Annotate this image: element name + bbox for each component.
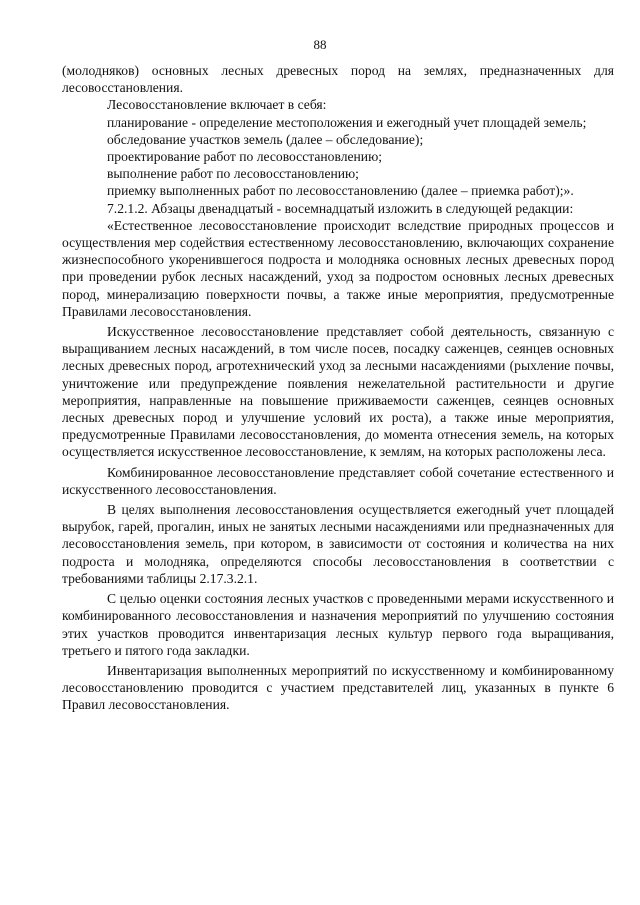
paragraph: Комбинированное лесовосстановление представляет собой сочетание естественного и искусственного лесовосстановления. <box>62 464 614 497</box>
list-item: приемку выполненных работ по лесовосстановлению (далее – приемка работ);». <box>107 183 574 199</box>
paragraph: Искусственное лесовосстановление представляет собой деятельность, связанную с выращиванием лесных насаждений, в том числе посев, посадку саженцев, сеянцев основных лесных древесных пород, агротехнический уход за лесными насаждениями (рыхление почвы, уничтожение или предупреждение появления нежелательной растительности и другие мероприятия, направленные на повышение приживаемости саженцев, сеянцев основных лесных древесных пород и улучшение условий их роста), а также иные мероприятия, предусмотренные Правилами лесовосстановления, до момента отнесения земель, на которых осуществляется искусственное лесовосстановление, к землям, на которых расположены леса. <box>62 324 614 460</box>
list-item: обследование участков земель (далее – обследование); <box>107 131 424 147</box>
paragraph: В целях выполнения лесовосстановления осуществляется ежегодный учет площадей вырубок, гарей, прогалин, иных не занятых лесными насаждениями или предназначенных для лесовосстановления земель, при котором, в зависимости от состояния и количества на них подроста и молодняка, определяются способы лесовосстановления в соответствии с требованиями таблицы 2.17.3.2.1. <box>62 502 614 586</box>
paragraph: Лесовосстановление включает в себя: <box>107 97 327 113</box>
paragraph: (молодняков) основных лесных древесных пород на землях, предназначенных для лесовосстановления. <box>62 63 614 96</box>
list-item: планирование - определение местоположения и ежегодный учет площадей земель; <box>107 114 587 130</box>
amendment-clause: 7.2.1.2. Абзацы двенадцатый - восемнадцатый изложить в следующей редакции: <box>107 200 574 216</box>
document-body <box>62 62 614 714</box>
list-item: проектирование работ по лесовосстановлению; <box>107 149 382 165</box>
page-number: 88 <box>313 37 327 52</box>
list-item: выполнение работ по лесовосстановлению; <box>107 166 359 182</box>
paragraph: С целью оценки состояния лесных участков с проведенными мерами искусственного и комбинированного лесовосстановления и назначения мероприятий по улучшению состояния этих участков проводится инвентаризация лесных культур первого года выращивания, третьего и пятого года закладки. <box>62 591 614 658</box>
paragraph: «Естественное лесовосстановление происходит вследствие природных процессов и осуществления мер содействия естественному лесовосстановлению, включающих сохранение жизнеспособного укоренившегося подроста и молодняка основных лесных древесных пород при проведении рубок лесных насаждений, уход за подростом основных лесных древесных пород, минерализацию поверхности почвы, а также иные мероприятия, предусмотренные Правилами лесовосстановления. <box>62 217 614 319</box>
paragraph: Инвентаризация выполненных мероприятий по искусственному и комбинированному лесовосстановлению проводится с участием представителей лиц, указанных в пункте 6 Правил лесовосстановления. <box>62 662 614 713</box>
